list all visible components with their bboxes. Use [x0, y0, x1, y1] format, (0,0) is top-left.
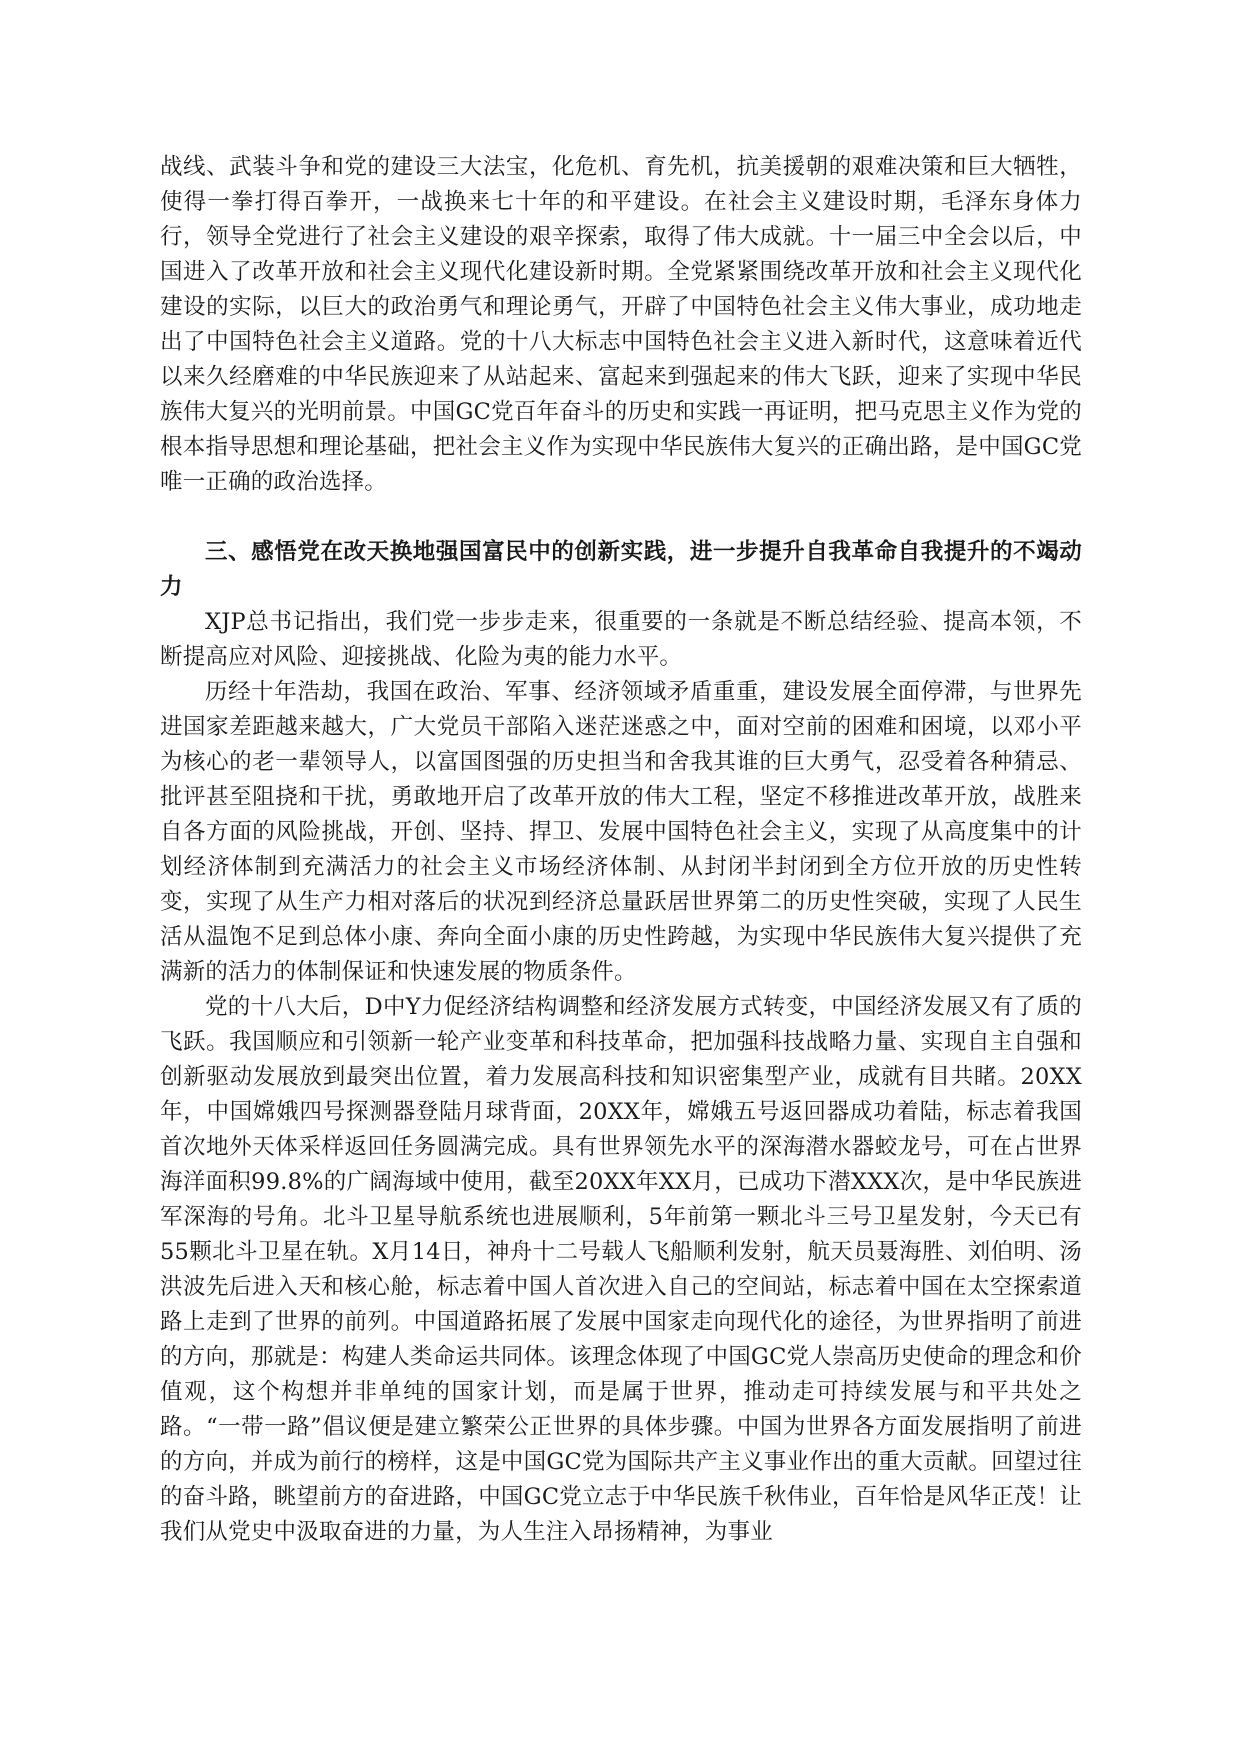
paragraph-continuation: 战线、武装斗争和党的建设三大法宝，化危机、育先机，抗美援朝的艰难决策和巨大牺牲，使得一拳打得百拳开，一战换来七十年的和平建设。在社会主义建设时期，毛泽东身体力行，领导全党进行了社会主义建设的艰辛探索，取得了伟大成就。十一届三中全会以后，中国进入了改革开放和社会主义现代化建设新时期。全党紧紧围绕改革开放和社会主义现代化建设的实际，以巨大的政治勇气和理论勇气，开辟了中国特色社会主义伟大事业，成功地走出了中国特色社会主义道路。党的十八大标志中国特色社会主义进入新时代，这意味着近代以来久经磨难的中华民族迎来了从站起来、富起来到强起来的伟大飞跃，迎来了实现中华民族伟大复兴的光明前景。中国GC党百年奋斗的历史和实践一再证明，把马克思主义作为党的根本指导思想和理论基础，把社会主义作为实现中华民族伟大复兴的正确出路，是中国GC党唯一正确的政治选择。	[160, 154, 1082, 495]
document-body	[160, 150, 1082, 1550]
section-heading-3: 三、感悟党在改天换地强国富民中的创新实践，进一步提升自我革命自我提升的不竭动力	[160, 539, 1082, 600]
paragraph-xjp-quote: XJP总书记指出，我们党一步步走来，很重要的一条就是不断总结经验、提高本领，不断提高应对风险、迎接挑战、化险为夷的能力水平。	[160, 609, 1082, 670]
paragraph-new-era-achievements: 党的十八大后，D中Y力促经济结构调整和经济发展方式转变，中国经济发展又有了质的飞跃。我国顺应和引领新一轮产业变革和科技革命，把加强科技战略力量、实现自主自强和创新驱动发展放到最突出位置，着力发展高科技和知识密集型产业，成就有目共睹。20XX年，中国嫦娥四号探测器登陆月球背面，20XX年，嫦娥五号返回器成功着陆，标志着我国首次地外天体采样返回任务圆满完成。具有世界领先水平的深海潜水器蛟龙号，可在占世界海洋面积99.8%的广阔海域中使用，截至20XX年XX月，已成功下潜XXX次，是中华民族进军深海的号角。北斗卫星导航系统也进展顺利，5年前第一颗北斗三号卫星发射，今天已有55颗北斗卫星在轨。X月14日，神舟十二号载人飞船顺利发射，航天员聂海胜、刘伯明、汤洪波先后进入天和核心舱，标志着中国人首次进入自己的空间站，标志着中国在太空探索道路上走到了世界的前列。中国道路拓展了发展中国家走向现代化的途径，为世界指明了前进的方向，那就是：构建人类命运共同体。该理念体现了中国GC党人崇高历史使命的理念和价值观，这个构想并非单纯的国家计划，而是属于世界，推动走可持续发展与和平共处之路。“一带一路”倡议便是建立繁荣公正世界的具体步骤。中国为世界各方面发展指明了前进的方向，并成为前行的榜样，这是中国GC党为国际共产主义事业作出的重大贡献。回望过往的奋斗路，眺望前方的奋进路，中国GC党立志于中华民族千秋伟业，百年恰是风华正茂！让我们从党史中汲取奋进的力量，为人生注入昂扬精神，为事业	[160, 994, 1082, 1545]
paragraph-reform-opening: 历经十年浩劫，我国在政治、军事、经济领域矛盾重重，建设发展全面停滞，与世界先进国家差距越来越大，广大党员干部陷入迷茫迷惑之中，面对空前的困难和困境，以邓小平为核心的老一辈领导人，以富国图强的历史担当和舍我其谁的巨大勇气，忍受着各种猜忌、批评甚至阻挠和干扰，勇敢地开启了改革开放的伟大工程，坚定不移推进改革开放，战胜来自各方面的风险挑战，开创、坚持、捍卫、发展中国特色社会主义，实现了从高度集中的计划经济体制到充满活力的社会主义市场经济体制、从封闭半封闭到全方位开放的历史性转变，实现了从生产力相对落后的状况到经济总量跃居世界第二的历史性突破，实现了人民生活从温饱不足到总体小康、奔向全面小康的历史性跨越，为实现中华民族伟大复兴提供了充满新的活力的体制保证和快速发展的物质条件。	[160, 679, 1082, 985]
